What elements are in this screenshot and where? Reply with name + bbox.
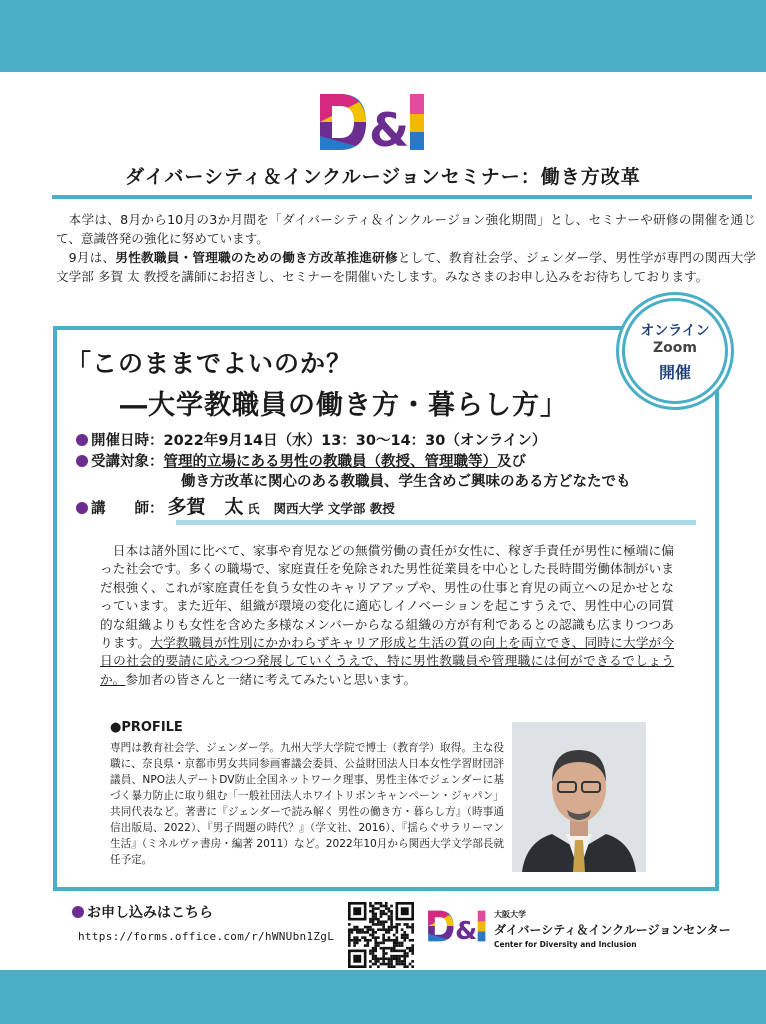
- badge-held: 開催: [658, 362, 691, 382]
- center-name-block: [494, 909, 731, 949]
- bullet-icon: [76, 434, 88, 446]
- lecture-title-line2: ―大学教職員の働き方・暮らし方」: [120, 390, 568, 421]
- apply-row: [72, 902, 213, 922]
- lecturer-label: 講 師：: [91, 501, 164, 517]
- target-line1-suffix: 及び: [497, 454, 526, 470]
- lecturer-name: 多賀 太: [167, 496, 244, 518]
- target-row: [76, 450, 526, 471]
- description-paragraph: [100, 542, 674, 689]
- bullet-icon: [76, 455, 88, 467]
- intro-paragraph-2: [56, 248, 756, 286]
- bullet-icon: [76, 502, 88, 514]
- seminar-description: [100, 542, 674, 689]
- description-plain: 日本は諸外国に比べて、家事や育児などの無償労働の責任が女性に、稼ぎ手責任が男性に極端に偏った社会です。多くの職場で、家庭責任を免除された男性従業員を中心とした長時間労働体制がいまだ根強く、これが家庭責任を負う女性のキャリアアップや、男性の仕事と育児の両立への足かせとなっています。また近年、組織が環境の変化に適応しイノベーションを起こすうえで、男性中心の同質的な組織よりも女性を含めた多様なメンバーからなる組織の方が有利であるとの認識も広まりつつあります。: [100, 543, 674, 651]
- title-rule: [52, 195, 752, 199]
- lecturer-photo: [512, 722, 646, 872]
- center-logo: [426, 907, 492, 945]
- lecturer-row: [76, 492, 395, 519]
- profile-heading: ●PROFILE: [110, 720, 183, 735]
- center-name-ja: ダイバーシティ＆インクルージョンセンター: [494, 923, 731, 937]
- lecturer-honorific: 氏: [247, 502, 260, 516]
- svg-text:&: &: [369, 103, 410, 152]
- bullet-icon: [72, 906, 84, 918]
- svg-text:&: &: [455, 916, 478, 945]
- application-link[interactable]: https://forms.office.com/r/hWNUbn1ZgL: [78, 930, 335, 943]
- online-badge: [622, 298, 728, 404]
- series-title: ダイバーシティ＆インクルージョンセミナー：働き方改革: [125, 166, 641, 188]
- lecture-title-line1: 「このままでよいのか？: [66, 349, 353, 378]
- top-band: [0, 0, 766, 72]
- date-row: [76, 429, 546, 450]
- intro-p2-before: 9月は、: [68, 250, 116, 265]
- intro-text: [56, 210, 756, 286]
- description-underlined: 大学教職員が性別にかかわらずキャリア形成と生活の質の向上を両立でき、同時に大学が今日の社会的要請に応えつつ発展していくうえで、特に男性教職員や管理職には何ができるでしょうか。: [100, 635, 675, 687]
- lecturer-affiliation: 関西大学 文学部 教授: [273, 501, 395, 516]
- date-value: 2022年9月14日（水）13：30～14：30（オンライン）: [163, 433, 547, 449]
- intro-p2-after: として、教育社会学、ジェンダー学、男性学が専門の関西大学 文学部 多賀 太 教授を講師にお招きし、セミナーを開催いたします。みなさまのお申し込みをお待ちしております。: [56, 250, 757, 284]
- profile-text: 専門は教育社会学、ジェンダー学。九州大学大学院で博士（教育学）取得。主な役職に、奈良県・京都市男女共同参画審議会委員、公益財団法人日本女性学習財団評議員、NPO法人デートDV防止全国ネットワーク理事、男性主体でジェンダーに基づく暴力防止に取り組む「一般社団法人ホワイトリボンキャンペーン・ジャパン」共同代表など。著書に『ジェンダーで読み解く 男性の働き方・暮らし方』（時事通信出版局、2022）、『男子問題の時代？』（学文社、2016）、『揺らぐサラリーマン生活』（ミネルヴァ書房・編著 2011）など。2022年10月から関西大学文学部長就任予定。: [110, 742, 504, 866]
- details-rule: [176, 520, 696, 525]
- apply-label: お申し込みはこちら: [87, 905, 213, 921]
- qr-code[interactable]: [348, 902, 414, 968]
- intro-paragraph-1: 本学は、8月から10月の3か月間を「ダイバーシティ＆インクルージョン強化期間」とし、セミナーや研修の開催を通じて、意識啓発の強化に努めています。: [56, 212, 756, 246]
- center-name-en: Center for Diversity and Inclusion: [494, 940, 637, 949]
- target-line2: 働き方改革に関心のある教職員、学生含めご興味のある方どなたでも: [181, 474, 631, 490]
- target-label: 受講対象：: [91, 454, 164, 470]
- d-and-i-logo: [316, 92, 436, 152]
- date-label: 開催日時：: [91, 433, 164, 449]
- university-name: 大阪大学: [494, 910, 526, 919]
- description-end: 参加者の皆さんと一緒に考えてみたいと思います。: [125, 671, 417, 687]
- badge-zoom: Zoom: [653, 339, 697, 356]
- target-line1: 管理的立場にある男性の教職員（教授、管理職等）: [163, 454, 497, 470]
- target-row-2: [181, 470, 631, 491]
- badge-online: オンライン: [640, 322, 710, 339]
- intro-p2-bold: 男性教職員・管理職のための働き方改革推進研修: [115, 250, 398, 265]
- bottom-band: [0, 970, 766, 1024]
